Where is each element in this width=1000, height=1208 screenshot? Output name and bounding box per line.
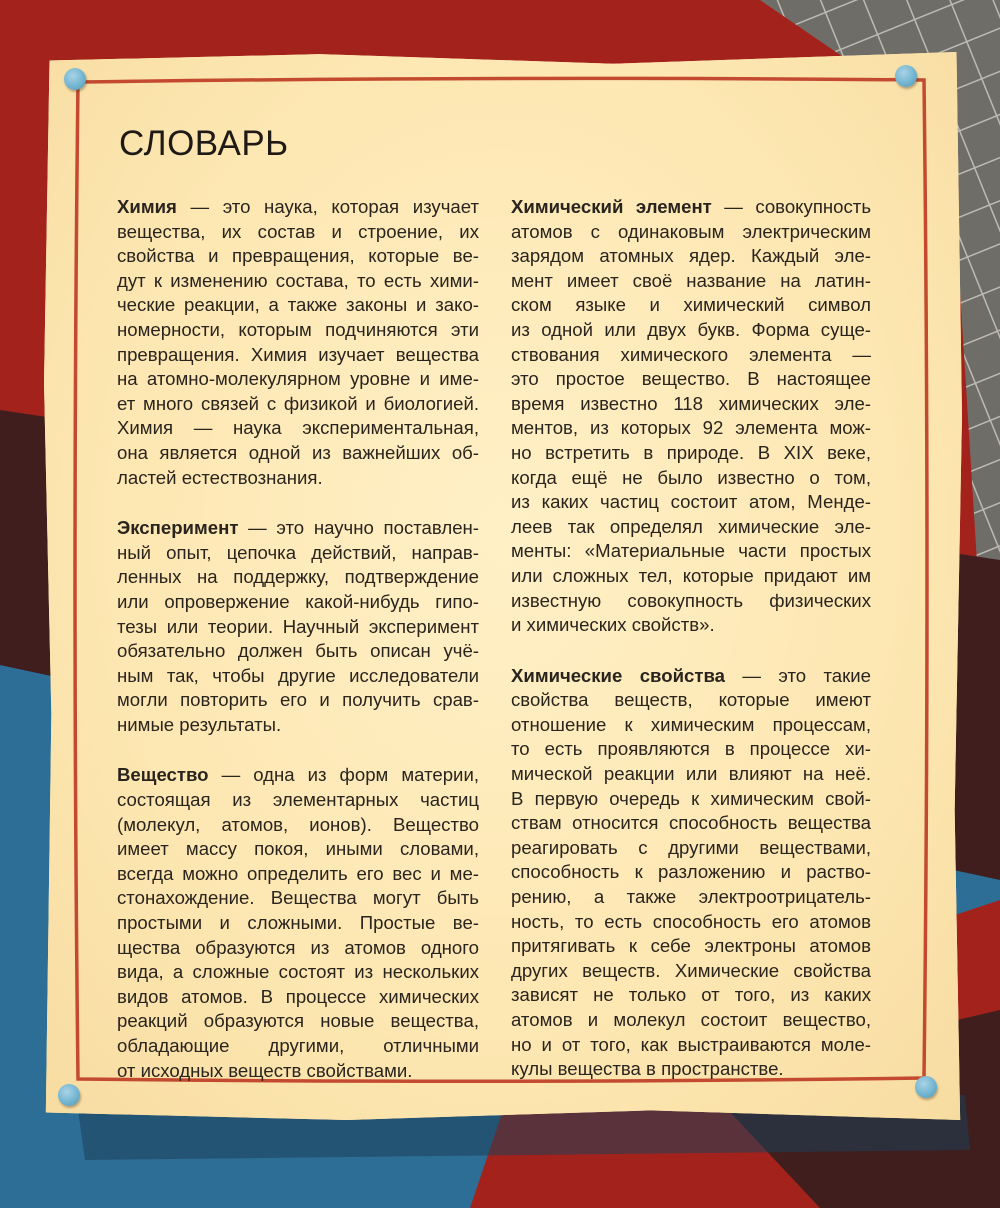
entry-line: то есть проявляются в процессе хи- [511,738,871,760]
entry-first-line [117,763,479,788]
glossary-entry [117,763,479,1083]
entry-line: ствам относится способность вещества [511,812,871,834]
entry-line: и химических свойств». [511,614,715,636]
entry-line: свойства веществ, которые имеют [511,689,871,711]
entry-line: зависят не только от того, из каких [511,984,871,1006]
entry-line: видов атомов. В процессе химических [117,985,479,1007]
entry-line: способность к разложению и раство- [511,861,871,883]
definition-text: — это научно поставлен- [238,517,479,539]
entry-line: ет много связей с физикой и биологией. [117,392,479,414]
glossary-term: Химический элемент [511,196,712,217]
entry-line: зарядом атомных ядер. Каждый эле- [511,245,871,267]
pin-top-left [64,68,86,90]
entry-line: других веществ. Химические свойства [511,959,871,981]
entry-first-line [117,516,479,541]
definition-text: — совокупность [711,196,872,217]
entry-line: из каких частиц состоит атом, Менде- [511,491,871,513]
right-column [511,195,871,1108]
pin-top-right [895,65,917,87]
entry-line: ный опыт, цепочка действий, направ- [117,541,479,563]
entry-line: из одной или двух букв. Форма суще- [511,318,871,340]
pin-bottom-left [58,1084,80,1106]
entry-line: вещества, их состав и строение, их [117,220,479,242]
entry-line: обязательно должен быть описан учё- [117,640,479,662]
glossary-term: Химия [117,196,177,217]
entry-line: но встретить в природе. В XIX веке, [511,441,871,463]
left-column [117,195,479,1109]
entry-line: тезы или теории. Научный эксперимент [117,615,479,637]
entry-line: ластей естествознания. [117,466,323,488]
entry-line: дут к изменению состава, то есть хими- [117,269,479,291]
glossary-term: Вещество [117,764,209,786]
entry-line: леев так определял химические эле- [511,515,871,537]
glossary-entry [117,195,479,490]
entry-line: нимые результаты. [117,713,282,735]
entry-line: В первую очередь к химическим свой- [511,787,871,809]
entry-line: ным так, чтобы другие исследователи [117,664,479,686]
definition-text: — одна из форм материи, [208,764,479,786]
entry-line: мической реакции или влияют на неё. [511,763,871,785]
glossary-term: Химические свойства [511,664,725,686]
entry-line: рению, а также электроотрицатель- [511,886,871,908]
page-title: СЛОВАРЬ [119,124,289,163]
entry-line: время известно 118 химических эле- [511,392,871,414]
definition-text: — это наука, которая изучает [176,196,479,217]
entry-line: атомов и молекул состоит вещество, [511,1009,871,1030]
entry-line: ствования химического элемента — [511,343,871,365]
entry-line: мент имеет своё название на латин- [511,269,871,291]
entry-line: реакций образуются новые вещества, [117,1010,479,1032]
entry-line: это простое вещество. В настоящее [511,368,871,390]
entry-line: стонахождение. Вещества могут быть [117,887,479,909]
entry-line: ленных на поддержку, подтверждение [117,566,479,588]
entry-line: имеет массу покоя, иными словами, [117,838,479,860]
entry-line: простыми и сложными. Простые ве- [117,912,479,934]
glossary-entry [511,195,871,638]
entry-line: ском языке и химический символ [511,294,871,316]
glossary-entry [117,516,479,737]
entry-line: ческие реакции, а также законы и зако- [117,294,479,316]
entry-first-line [117,195,479,220]
entry-line: от исходных веществ свойствами. [117,1059,413,1081]
pin-bottom-right [915,1076,937,1098]
glossary-term: Эксперимент [117,517,239,539]
entry-line: атомов с одинаковым электрическим [511,220,871,242]
entry-first-line [511,195,871,220]
entry-line: или опровержение какой-нибудь гипо- [117,590,479,612]
entry-line: (молекул, атомов, ионов). Вещество [117,813,479,835]
entry-line: состоящая из элементарных частиц [117,789,479,811]
entry-line: известную совокупность физических [511,589,871,611]
entry-line: ментов, из которых 92 элемента мож- [511,417,871,439]
entry-line: кулы вещества в пространстве. [511,1058,784,1080]
entry-line: на атомно-молекулярном уровне и име- [117,368,479,390]
entry-line: она является одной из важнейших об- [117,441,479,463]
entry-line: всегда можно определить его вес и ме- [117,862,479,884]
entry-line: номерности, которым подчиняются эти [117,318,479,340]
definition-text: — это такие [725,664,871,686]
entry-first-line [511,664,871,689]
entry-line: щества образуются из атомов одного [117,936,479,958]
entry-line: реагировать с другими веществами, [511,836,871,858]
entry-line: Химия — наука экспериментальная, [117,417,479,439]
entry-line: ность, то есть способность его атомов [511,910,871,932]
entry-line: превращения. Химия изучает вещества [117,343,479,365]
entry-line: но и от того, как выстраиваются моле- [511,1033,871,1055]
entry-line: или сложных тел, которые придают им [511,564,871,586]
entry-line: когда ещё не было известно о том, [511,466,871,488]
glossary-entry [511,664,871,1082]
entry-line: вида, а сложные состоят из нескольких [117,961,479,983]
entry-line: притягивать к себе электроны атомов [511,935,871,957]
entry-line: обладающие другими, отличными [117,1035,479,1056]
entry-line: свойства и превращения, которые ве- [117,245,479,267]
entry-line: могли повторить его и получить срав- [117,689,479,711]
entry-line: отношение к химическим процессам, [511,713,871,735]
entry-line: менты: «Материальные части простых [511,540,871,562]
